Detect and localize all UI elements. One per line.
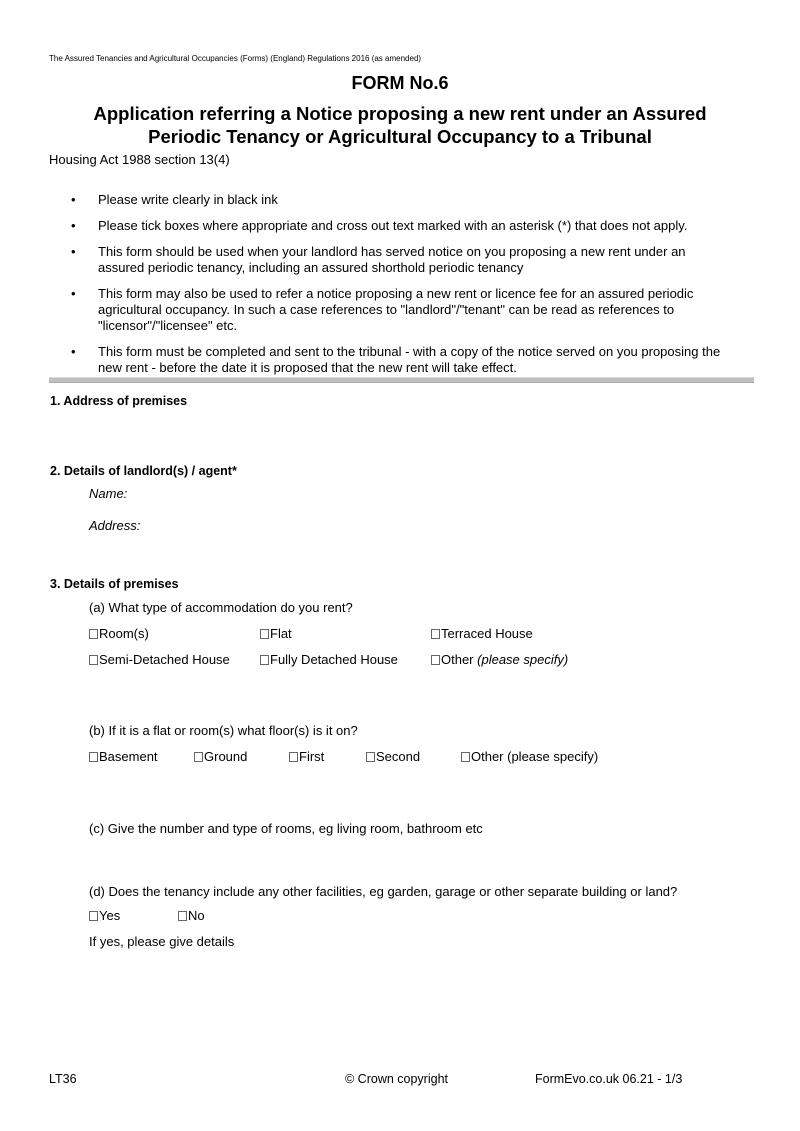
rooms-details-field[interactable]	[89, 840, 749, 875]
option-label: Flat	[270, 626, 292, 641]
instruction-text: This form may also be used to refer a notice proposing a new rent or licence fee for an assured periodic	[98, 286, 694, 301]
act-reference: Housing Act 1988 section 13(4)	[49, 152, 230, 167]
copyright: © Crown copyright	[345, 1072, 448, 1086]
option-label: Other	[441, 652, 474, 667]
checkbox-icon[interactable]	[431, 655, 440, 665]
question-b: (b) If it is a flat or room(s) what floor(s) is it on?	[89, 723, 358, 738]
option-label: Terraced House	[441, 626, 533, 641]
version-page: FormEvo.co.uk 06.21 - 1/3	[535, 1072, 683, 1086]
checkbox-icon[interactable]	[260, 629, 269, 639]
option-flat[interactable]	[260, 626, 292, 641]
option-label: First	[299, 749, 325, 764]
option-fully-detached-house[interactable]	[260, 652, 398, 667]
instruction-text: This form must be completed and sent to the tribunal - with a copy of the notice served on you proposing the	[98, 344, 721, 359]
option-label: Fully Detached House	[270, 652, 398, 667]
section-3-heading: 3. Details of premises	[50, 577, 179, 591]
checkbox-icon[interactable]	[89, 655, 98, 665]
question-a: (a) What type of accommodation do you rent?	[89, 600, 353, 615]
address-of-premises-field[interactable]	[89, 414, 749, 454]
bullet-icon: •	[71, 344, 76, 359]
option-other-floor[interactable]	[461, 749, 598, 764]
checkbox-icon[interactable]	[178, 911, 187, 921]
landlord-name-field[interactable]	[135, 484, 750, 502]
facilities-details-field[interactable]	[89, 954, 749, 1044]
landlord-address-label: Address:	[89, 518, 141, 533]
option-label: Room(s)	[99, 626, 149, 641]
regulation-reference: The Assured Tenancies and Agricultural Occupancies (Forms) (England) Regulations 2016 (as amended)	[49, 54, 422, 63]
bullet-icon: •	[71, 244, 76, 259]
instruction-text: agricultural occupancy. In such a case references to "landlord"/"tenant" can be read as references to	[98, 302, 675, 317]
checkbox-icon[interactable]	[89, 629, 98, 639]
option-ground[interactable]	[194, 749, 247, 764]
instruction-text: "licensor"/"licensee" etc.	[98, 318, 238, 333]
bullet-icon: •	[71, 192, 76, 207]
checkbox-icon[interactable]	[89, 911, 98, 921]
option-label: Yes	[99, 908, 121, 923]
checkbox-icon[interactable]	[194, 752, 203, 762]
checkbox-icon[interactable]	[89, 752, 98, 762]
section-divider	[49, 377, 754, 383]
option-terraced-house[interactable]	[431, 626, 533, 641]
option-second[interactable]	[366, 749, 420, 764]
instruction-text: new rent - before the date it is proposed that the new rent will take effect.	[98, 360, 517, 375]
option-first[interactable]	[289, 749, 324, 764]
instruction-text: This form should be used when your landlord has served notice on you proposing a new rent under an	[98, 244, 686, 259]
bullet-icon: •	[71, 286, 76, 301]
option-rooms[interactable]	[89, 626, 149, 641]
option-semi-detached-house[interactable]	[89, 652, 230, 667]
landlord-address-field[interactable]	[150, 516, 750, 556]
instruction-item	[49, 286, 749, 334]
option-label: Other (please specify)	[471, 749, 599, 764]
form-number: FORM No.6	[351, 73, 449, 93]
details-prompt: If yes, please give details	[89, 934, 235, 949]
checkbox-icon[interactable]	[260, 655, 269, 665]
instruction-item	[49, 244, 749, 276]
form-title	[60, 102, 740, 148]
question-d: (d) Does the tenancy include any other facilities, eg garden, garage or other separate building or land?	[89, 884, 678, 899]
form-title-line-1: Application referring a Notice proposing a new rent under an Assured	[93, 103, 707, 124]
option-label: Basement	[99, 749, 158, 764]
checkbox-icon[interactable]	[289, 752, 298, 762]
form-title-line-2: Periodic Tenancy or Agricultural Occupancy to a Tribunal	[148, 126, 652, 147]
option-other-accommodation[interactable]	[431, 652, 568, 667]
instruction-item	[49, 218, 749, 234]
option-note: (please specify)	[477, 652, 569, 667]
checkbox-icon[interactable]	[366, 752, 375, 762]
option-basement[interactable]	[89, 749, 158, 764]
checkbox-icon[interactable]	[461, 752, 470, 762]
option-label: Ground	[204, 749, 248, 764]
option-label: Second	[376, 749, 421, 764]
question-c: (c) Give the number and type of rooms, eg living room, bathroom etc	[89, 821, 483, 836]
option-yes[interactable]	[89, 908, 120, 923]
instruction-text: assured periodic tenancy, including an assured shorthold periodic tenancy	[98, 260, 524, 275]
option-no[interactable]	[178, 908, 205, 923]
instruction-text: Please write clearly in black ink	[98, 192, 278, 207]
section-1-heading: 1. Address of premises	[50, 394, 188, 408]
instruction-item	[49, 192, 749, 208]
bullet-icon: •	[71, 218, 76, 233]
instruction-text: Please tick boxes where appropriate and cross out text marked with an asterisk (*) that does not apply.	[98, 218, 688, 233]
option-label: Semi-Detached House	[99, 652, 230, 667]
section-2-heading: 2. Details of landlord(s) / agent*	[50, 464, 237, 478]
landlord-name-label: Name:	[89, 486, 128, 501]
form-code: LT36	[49, 1072, 77, 1086]
instruction-item	[49, 344, 749, 376]
option-label: No	[188, 908, 205, 923]
checkbox-icon[interactable]	[431, 629, 440, 639]
instructions-list	[49, 192, 749, 386]
